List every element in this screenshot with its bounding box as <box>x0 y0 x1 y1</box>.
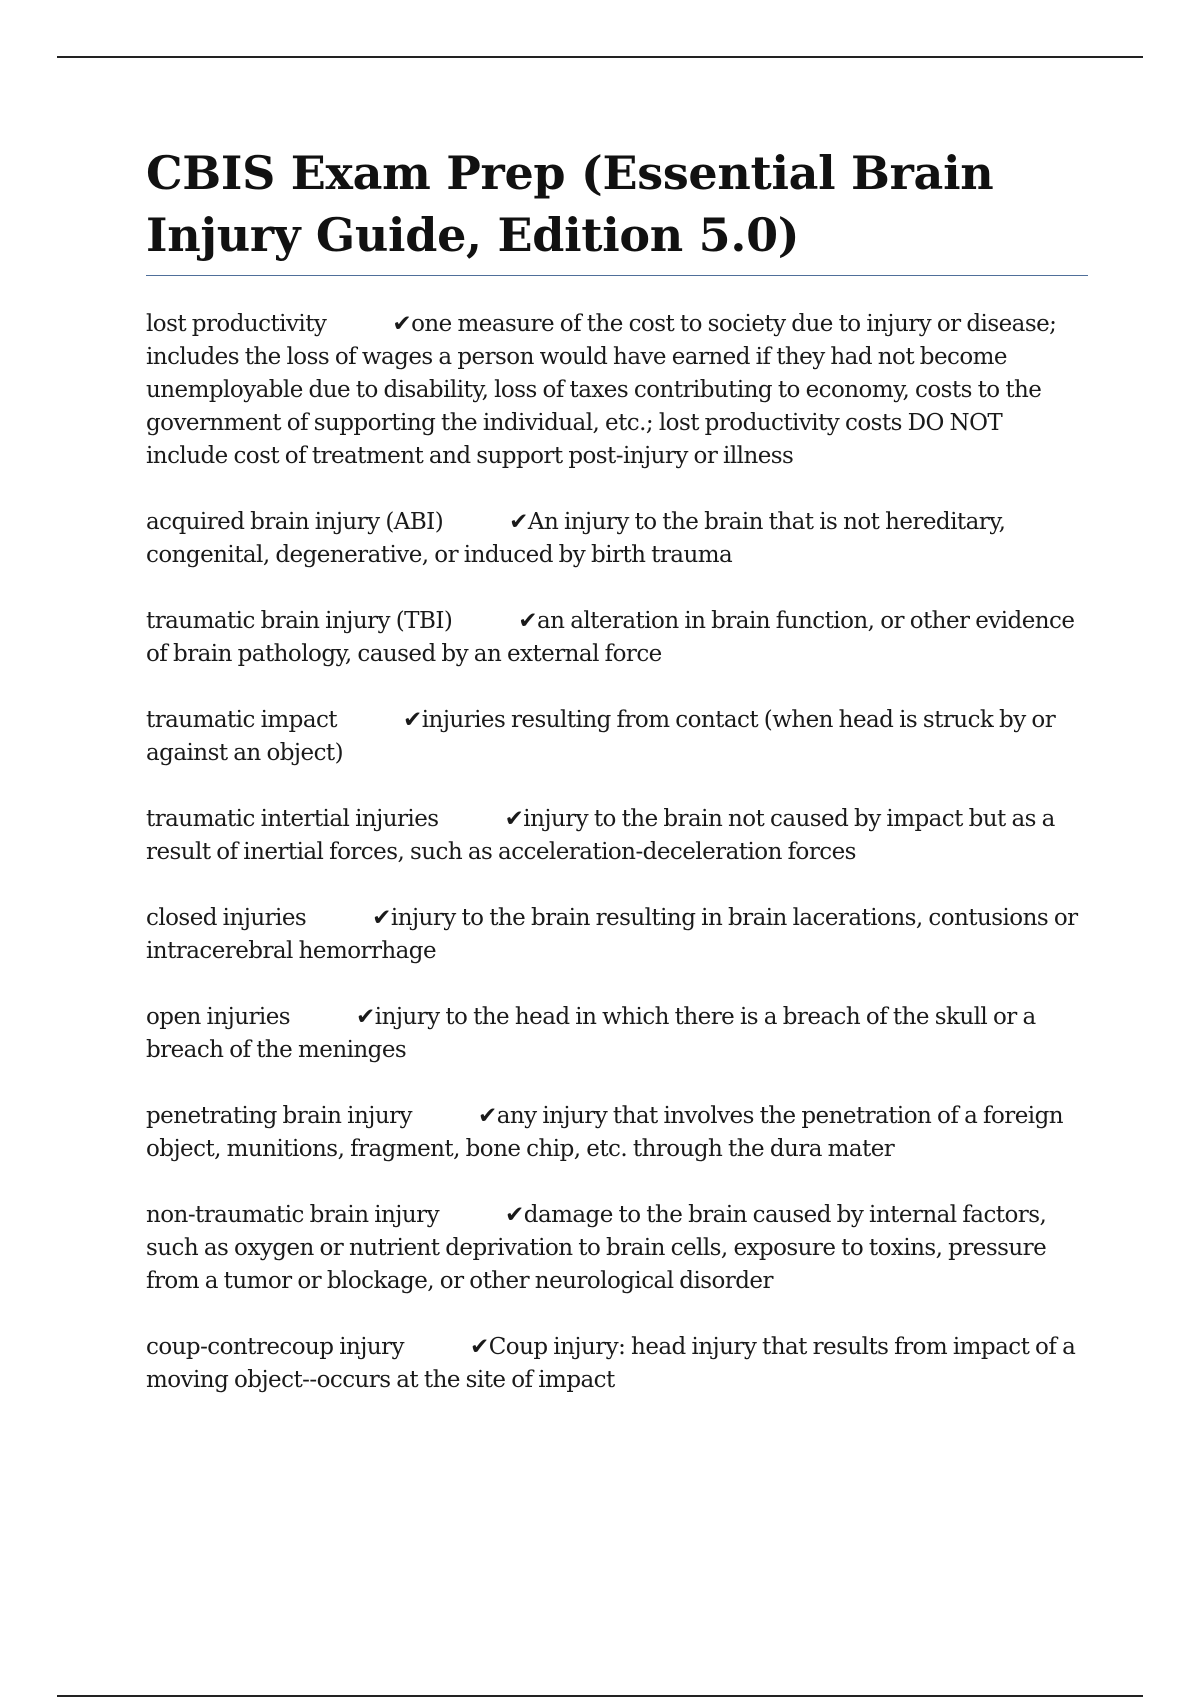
check-icon: ✔ <box>392 311 412 337</box>
check-icon: ✔ <box>509 509 528 535</box>
check-icon: ✔ <box>470 1334 489 1360</box>
check-icon: ✔ <box>505 1202 524 1228</box>
flashcard-entry <box>146 1331 1088 1397</box>
entry-definition: Coup injury: head injury that results from impact of a moving object--occurs at the site of impact <box>146 1334 1076 1393</box>
flashcard-entry <box>146 308 1088 473</box>
check-icon: ✔ <box>477 1103 497 1129</box>
entry-term: penetrating brain injury <box>146 1103 412 1129</box>
flashcard-entry <box>146 506 1088 572</box>
entry-term: open injuries <box>146 1004 291 1030</box>
page-title: CBIS Exam Prep (Essential Brain Injury Guide, Edition 5.0) <box>146 142 1088 276</box>
entry-definition: injuries resulting from contact (when head is struck by or against an object) <box>146 707 1056 766</box>
entry-definition: injury to the brain resulting in brain lacerations, contusions or intracerebral hemorrhage <box>146 905 1078 964</box>
flashcard-entry <box>146 902 1088 968</box>
entry-term: closed injuries <box>146 905 307 931</box>
entry-definition: an alteration in brain function, or other evidence of brain pathology, caused by an external force <box>146 608 1075 667</box>
flashcard-list <box>146 308 1088 1397</box>
flashcard-entry <box>146 704 1088 770</box>
flashcard-entry <box>146 1001 1088 1067</box>
entry-term: coup-contrecoup injury <box>146 1334 405 1360</box>
check-icon: ✔ <box>372 905 391 931</box>
top-rule <box>57 56 1143 58</box>
flashcard-entry <box>146 803 1088 869</box>
bottom-rule <box>57 1695 1143 1697</box>
check-icon: ✔ <box>518 608 538 634</box>
entry-term: acquired brain injury (ABI) <box>146 509 444 535</box>
entry-term: traumatic intertial injuries <box>146 806 439 832</box>
check-icon: ✔ <box>504 806 524 832</box>
entry-definition: injury to the head in which there is a breach of the skull or a breach of the meninges <box>146 1004 1036 1063</box>
entry-definition: any injury that involves the penetration of a foreign object, munitions, fragment, bone chip, etc. through the dura mater <box>146 1103 1064 1162</box>
check-icon: ✔ <box>356 1004 375 1030</box>
entry-definition: damage to the brain caused by internal factors, such as oxygen or nutrient deprivation to brain cells, exposure to toxins, pressure from a tumor or blockage, or other neurological disorder <box>146 1202 1047 1294</box>
flashcard-entry <box>146 1199 1088 1298</box>
entry-term: traumatic impact <box>146 707 338 733</box>
entry-definition: injury to the brain not caused by impact but as a result of inertial forces, such as acceleration-deceleration forces <box>146 806 1055 865</box>
entry-term: traumatic brain injury (TBI) <box>146 608 453 634</box>
entry-term: lost productivity <box>146 311 327 337</box>
entry-definition: one measure of the cost to society due to injury or disease; includes the loss of wages a person would have earned if they had not become unemployable due to disability, loss of taxes contributing to economy, costs to the government of supporting the individual, etc.; lost productivity costs DO NOT include cost of treatment and support post-injury or illness <box>146 311 1057 469</box>
document-page <box>146 142 1088 1430</box>
entry-definition: An injury to the brain that is not hereditary, congenital, degenerative, or induced by birth trauma <box>146 509 1006 568</box>
entry-term: non-traumatic brain injury <box>146 1202 440 1228</box>
flashcard-entry <box>146 1100 1088 1166</box>
flashcard-entry <box>146 605 1088 671</box>
check-icon: ✔ <box>403 707 422 733</box>
